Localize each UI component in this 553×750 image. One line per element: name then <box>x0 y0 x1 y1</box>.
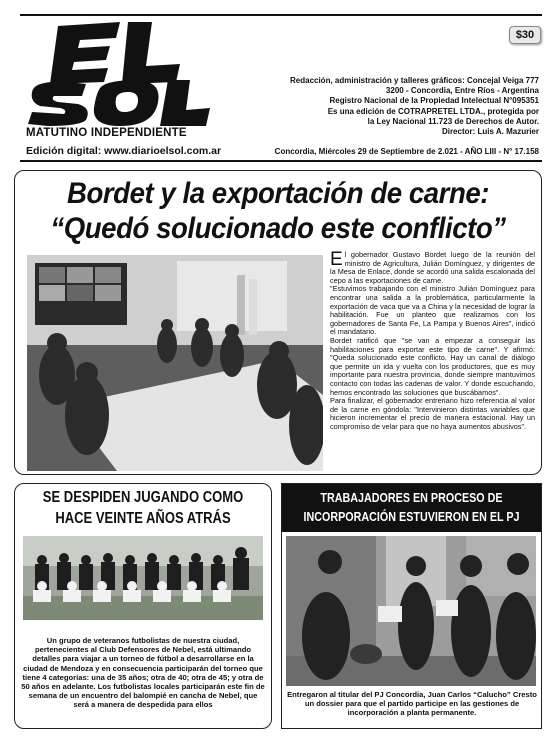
el-sol-logo-icon <box>28 22 210 126</box>
dateline: Concordia, Miércoles 29 de Septiembre de 2.021 - AÑO LIII - N° 17.158 <box>274 147 539 156</box>
imprint-block <box>289 76 539 137</box>
article-paragraph: "Estuvimos trabajando con el ministro Julián Domínguez para encontrar una salida a la problemática, particularmente la exportación de vaca que va a China y la necesidad de lograr la habilitación. Fue un planteo que realizamos con los gobernadores de Santa Fe, La Pampa y Buenos Aires", indicó el mandatario. <box>330 284 535 337</box>
workers-headline-line-1: TRABAJADORES EN PROCESO DE <box>320 491 503 505</box>
main-story <box>14 170 542 475</box>
article-paragraph <box>330 251 535 285</box>
team-photo <box>23 536 263 620</box>
masthead-rule <box>20 160 542 162</box>
workers-photo <box>286 536 536 686</box>
football-headline-line-1: SE DESPIDEN JUGANDO COMO <box>42 489 244 506</box>
masthead-subtitle: MATUTINO INDEPENDIENTE <box>26 127 187 139</box>
meeting-photo <box>27 255 323 471</box>
football-story-body: Un grupo de veteranos futbolistas de nuestra ciudad, pertenecientes al Club Defensores de Nebel, está ultimando detalles para viajar a un torneo de fútbol a desarrollarse en la ciudad de Mendoza y en consecuencia participarán del torneo que tiene 4 categorías: una de 35 años; otra de 40; otra de 45; y otra de 50 años en adelante. Los futbolistas locales participarán este fin de semana de un encuentro del balompié en cancha de Nebel, que será a manera de despedida para ellos <box>21 636 265 710</box>
drop-cap: E <box>330 249 343 270</box>
football-headline-line-2: HACE VEINTE AÑOS ATRÁS <box>55 510 231 527</box>
imprint-line: Director: Luis A. Mazurier <box>441 127 539 137</box>
main-headline-line-2: “Quedó solucionado este conflicto” <box>50 212 506 245</box>
football-story <box>14 483 272 729</box>
main-headline-line-1: Bordet y la exportación de carne: <box>67 177 489 210</box>
imprint-line: Es una edición de COTRAPRETEL LTDA., protegida por <box>327 106 539 116</box>
masthead-website: Edición digital: www.diarioelsol.com.ar <box>26 145 222 157</box>
article-paragraph: Para finalizar, el gobernador entreriano hizo referencia al valor de la carne en góndola: "Intervinieron distintas variables que hicieron incrementar el precio de manera estacional. Hay un compromiso de velar para que no haya aumentos abusivos". <box>330 396 535 431</box>
workers-story-body: Entregaron al titular del PJ Concordia, Juan Carlos “Calucho” Cresto un dossier para que el partido participe en las gestiones de incorporación a planta permanente. <box>287 690 537 718</box>
imprint-line: la Ley Nacional 11.723 de Derechos de Autor. <box>367 116 539 126</box>
top-rule <box>20 14 542 16</box>
article-paragraph: Bordet ratificó que "se van a empezar a conseguir las habilitaciones para exportar este tipo de carne". Y afirmó: "Queda solucionado este conflicto. Hay un canal de diálogo que permite un ida y vuelta con los productores, que es muy importante para nuestra provincia, donde siempre mantuvimos contacto con todas las cadenas de valor. Y donde escuchando, hemos encontrado las soluciones que buscábamos". <box>330 335 535 397</box>
main-story-body <box>330 251 535 431</box>
newspaper-logo <box>28 22 210 126</box>
workers-headline-line-2: INCORPORACIÓN ESTUVIERON EN EL PJ <box>303 510 520 524</box>
imprint-line: Redacción, administración y talleres gráficos: Concejal Veiga 777 <box>290 76 539 85</box>
workers-story <box>281 483 542 729</box>
imprint-line: 3200 - Concordia, Entre Ríos - Argentina <box>385 86 539 96</box>
paragraph-text: l gobernador Gustavo Bordet luego de la reunión del ministro de Agricultura, Julián Domínguez, y dirigentes de la Mesa de Enlace, donde se acordó una salida escalonada del cepo a las exportaciones de carne. <box>330 250 535 285</box>
price-badge: $30 <box>509 26 541 44</box>
imprint-line: Registro Nacional de la Propiedad Intelectual N°095351 <box>329 96 539 106</box>
